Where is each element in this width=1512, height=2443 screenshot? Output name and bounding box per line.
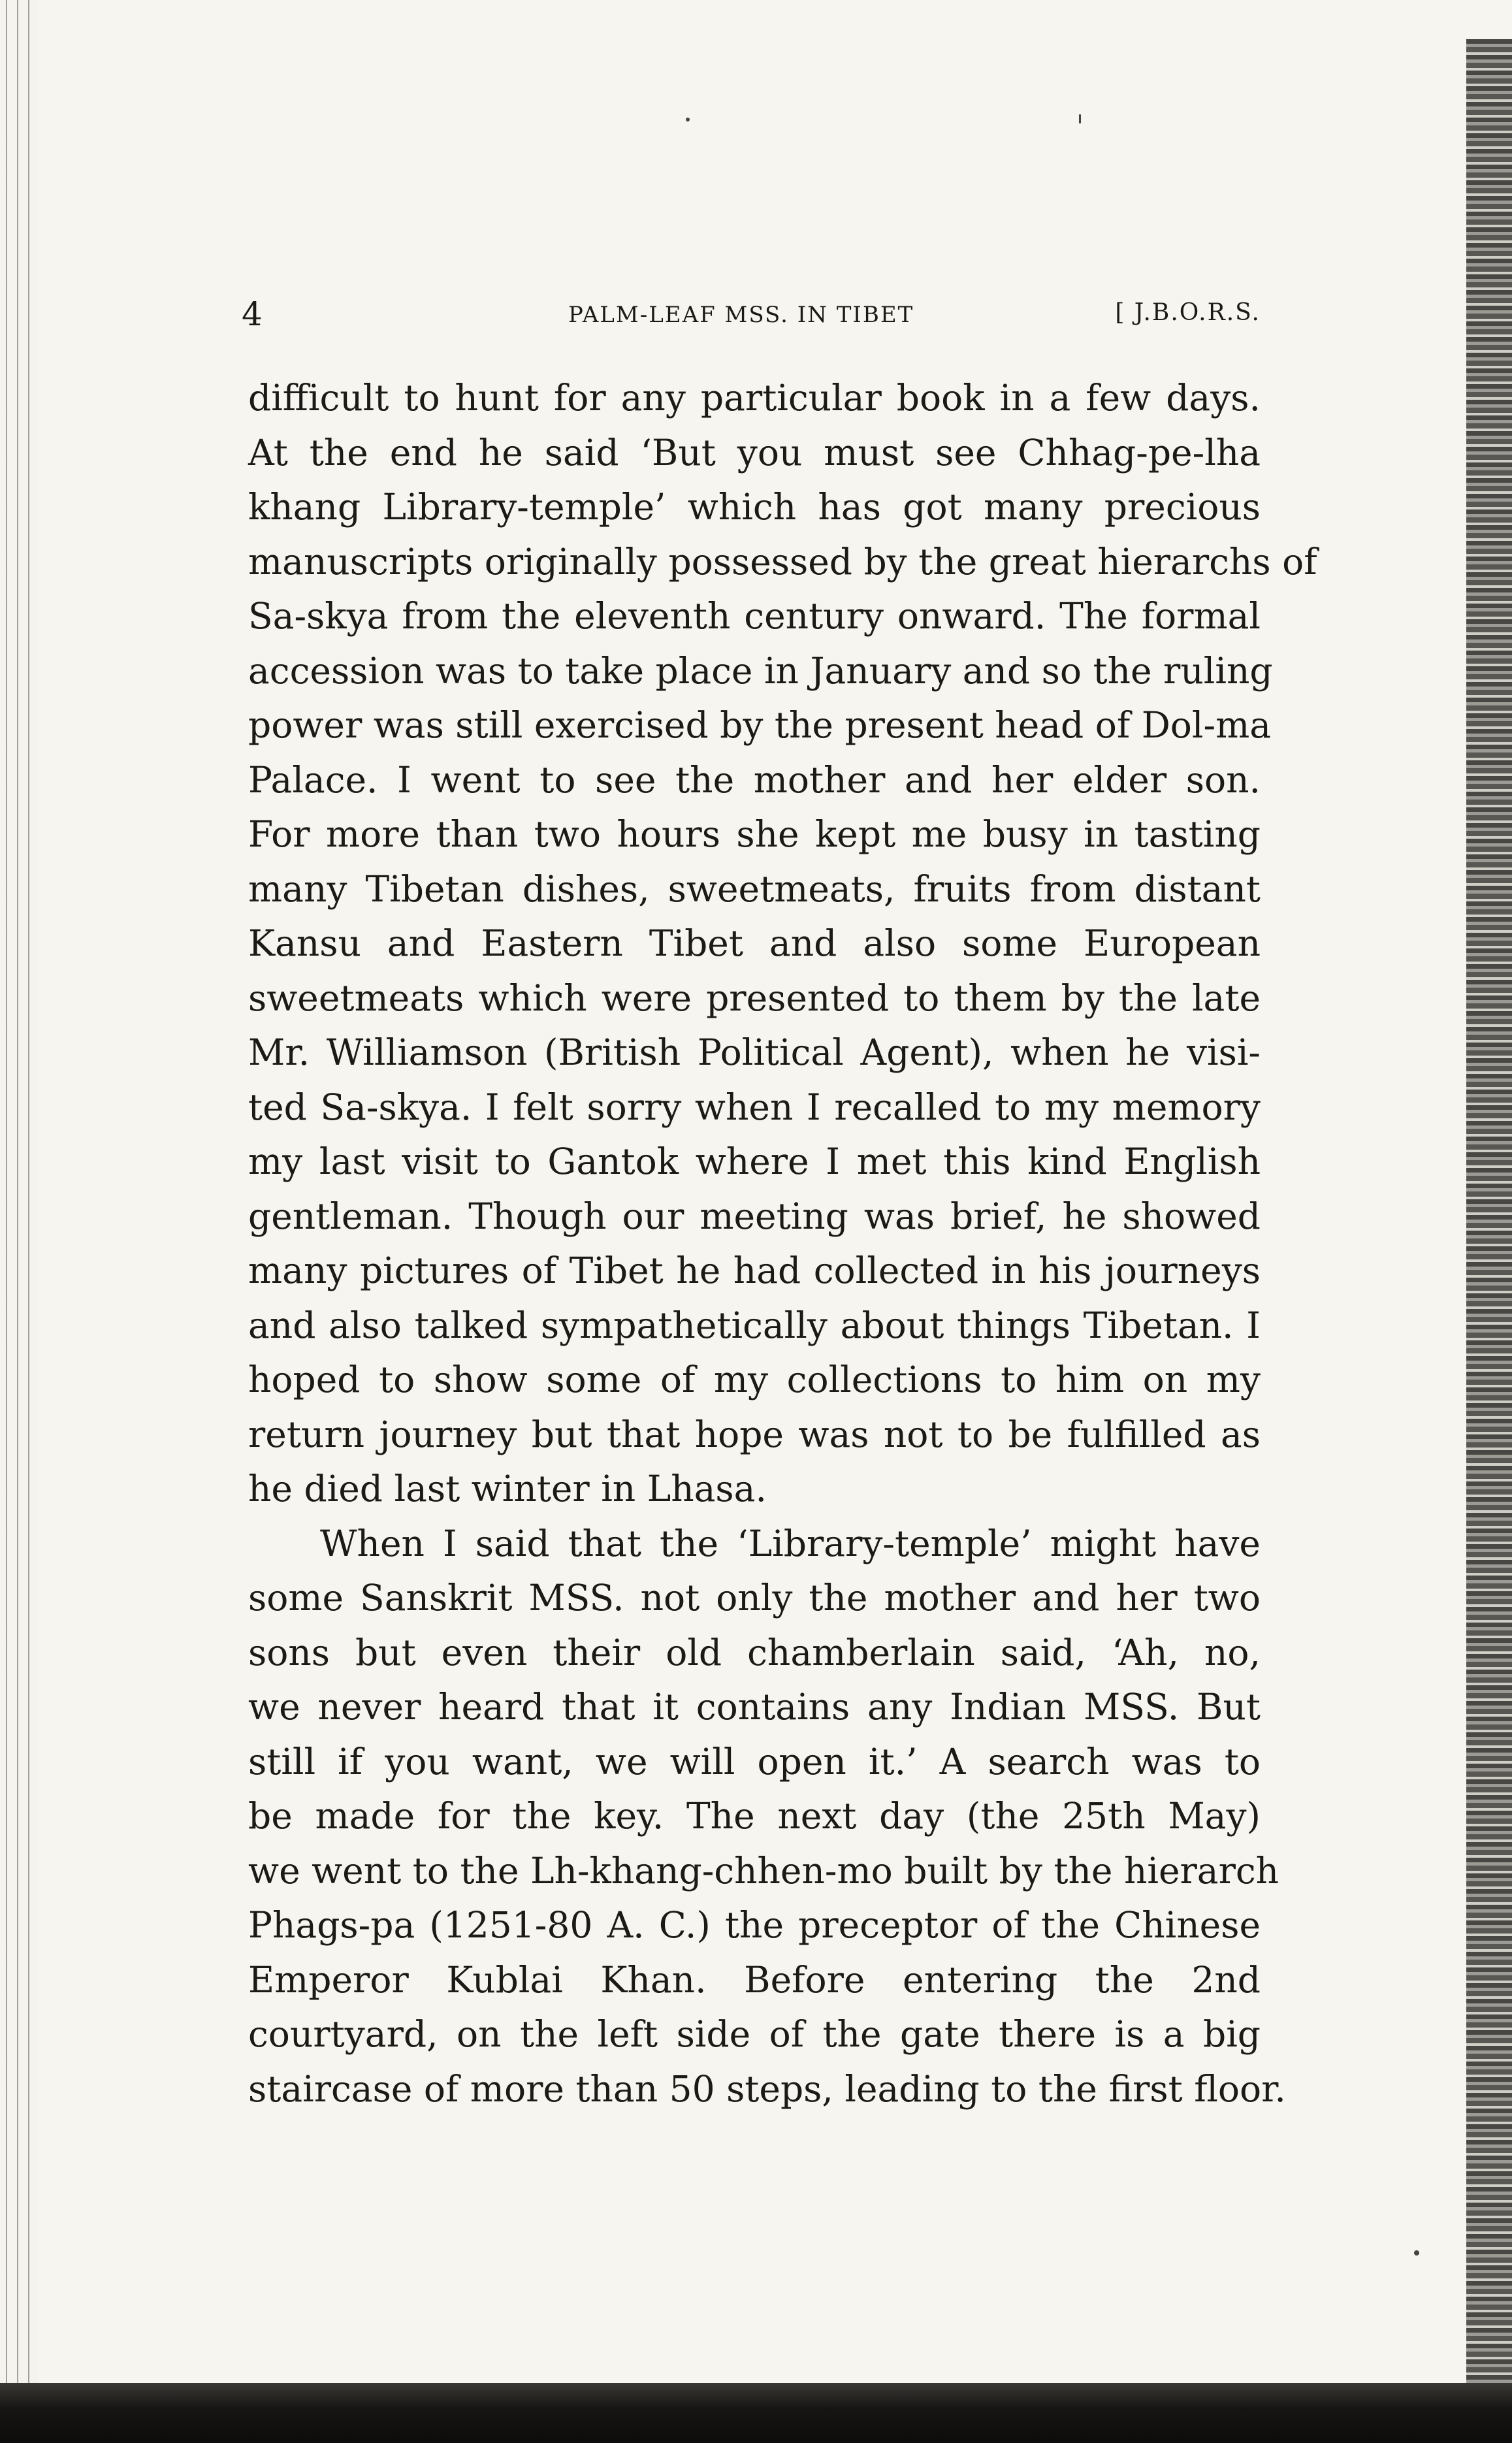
text-line: we went to the Lh-khang-chhen-mo built by the hierarch	[248, 1849, 1279, 1892]
text-line: Emperor Kublai Khan. Before entering the 2nd	[248, 1958, 1261, 2001]
paragraph-first-line: When I said that the ‘Library-temple’ might have	[320, 1522, 1261, 1564]
paragraph-last-line: he died last winter in Lhasa.	[248, 1468, 767, 1510]
text-line: be made for the key. The next day (the 25th May)	[248, 1795, 1261, 1837]
text-line: still if you want, we will open it.’ A search was to	[248, 1740, 1261, 1783]
page-number: 4	[242, 295, 263, 333]
journal-abbreviation: [ J.B.O.R.S.	[1115, 299, 1261, 326]
text-line: sweetmeats which were presented to them by the late	[248, 977, 1261, 1019]
text-line: courtyard, on the left side of the gate there is a big	[248, 2013, 1261, 2055]
text-line: my last visit to Gantok where I met this kind English	[248, 1141, 1261, 1182]
scan-speck	[1079, 114, 1081, 123]
text-line: Sa-skya from the eleventh century onward. The formal	[248, 595, 1261, 637]
running-head	[242, 295, 1261, 341]
text-line: difficult to hunt for any particular book in a few days.	[248, 377, 1261, 419]
bottom-scan-shadow	[0, 2383, 1512, 2443]
text-line: accession was to take place in January and so the ruling	[248, 649, 1273, 692]
scan-speck	[1414, 2250, 1419, 2256]
text-line: we never heard that it contains any Indian MSS. But	[248, 1686, 1261, 1728]
text-line: staircase of more than 50 steps, leading to the first floor.	[248, 2067, 1286, 2110]
text-line: sons but even their old chamberlain said, ‘Ah, no,	[248, 1631, 1261, 1674]
text-line: At the end he said ‘But you must see Chhag-pe-lha	[248, 431, 1261, 474]
text-line: For more than two hours she kept me busy in tasting	[248, 813, 1261, 855]
body-text	[248, 371, 1317, 2116]
text-line: and also talked sympathetically about things Tibetan. I	[248, 1304, 1261, 1346]
page-edge-shadow	[1466, 39, 1512, 2384]
text-line: Kansu and Eastern Tibet and also some European	[248, 922, 1261, 964]
binding-edge	[0, 0, 38, 2443]
text-line: ted Sa-skya. I felt sorry when I recalled to my memory	[248, 1086, 1261, 1128]
text-line: hoped to show some of my collections to him on my	[248, 1359, 1261, 1400]
text-line: many Tibetan dishes, sweetmeats, fruits from distant	[248, 867, 1261, 910]
text-line: khang Library-temple’ which has got many precious	[248, 486, 1261, 528]
text-line: return journey but that hope was not to be fulfilled as	[248, 1413, 1261, 1455]
text-line: gentleman. Though our meeting was brief, he showed	[248, 1195, 1261, 1237]
running-title: PALM-LEAF MSS. IN TIBET	[568, 302, 914, 328]
text-line: many pictures of Tibet he had collected in his journeys	[248, 1250, 1261, 1291]
text-line: power was still exercised by the present head of Dol-ma	[248, 704, 1272, 746]
text-line: Phags-pa (1251-80 A. C.) the preceptor of the Chinese	[248, 1904, 1261, 1946]
text-line: manuscripts originally possessed by the great hierarchs of	[248, 540, 1317, 583]
text-line: some Sanskrit MSS. not only the mother and her two	[248, 1577, 1261, 1619]
text-line: Palace. I went to see the mother and her elder son.	[248, 758, 1261, 801]
scan-speck	[686, 118, 690, 121]
text-line: Mr. Williamson (British Political Agent), when he visi-	[248, 1031, 1261, 1073]
